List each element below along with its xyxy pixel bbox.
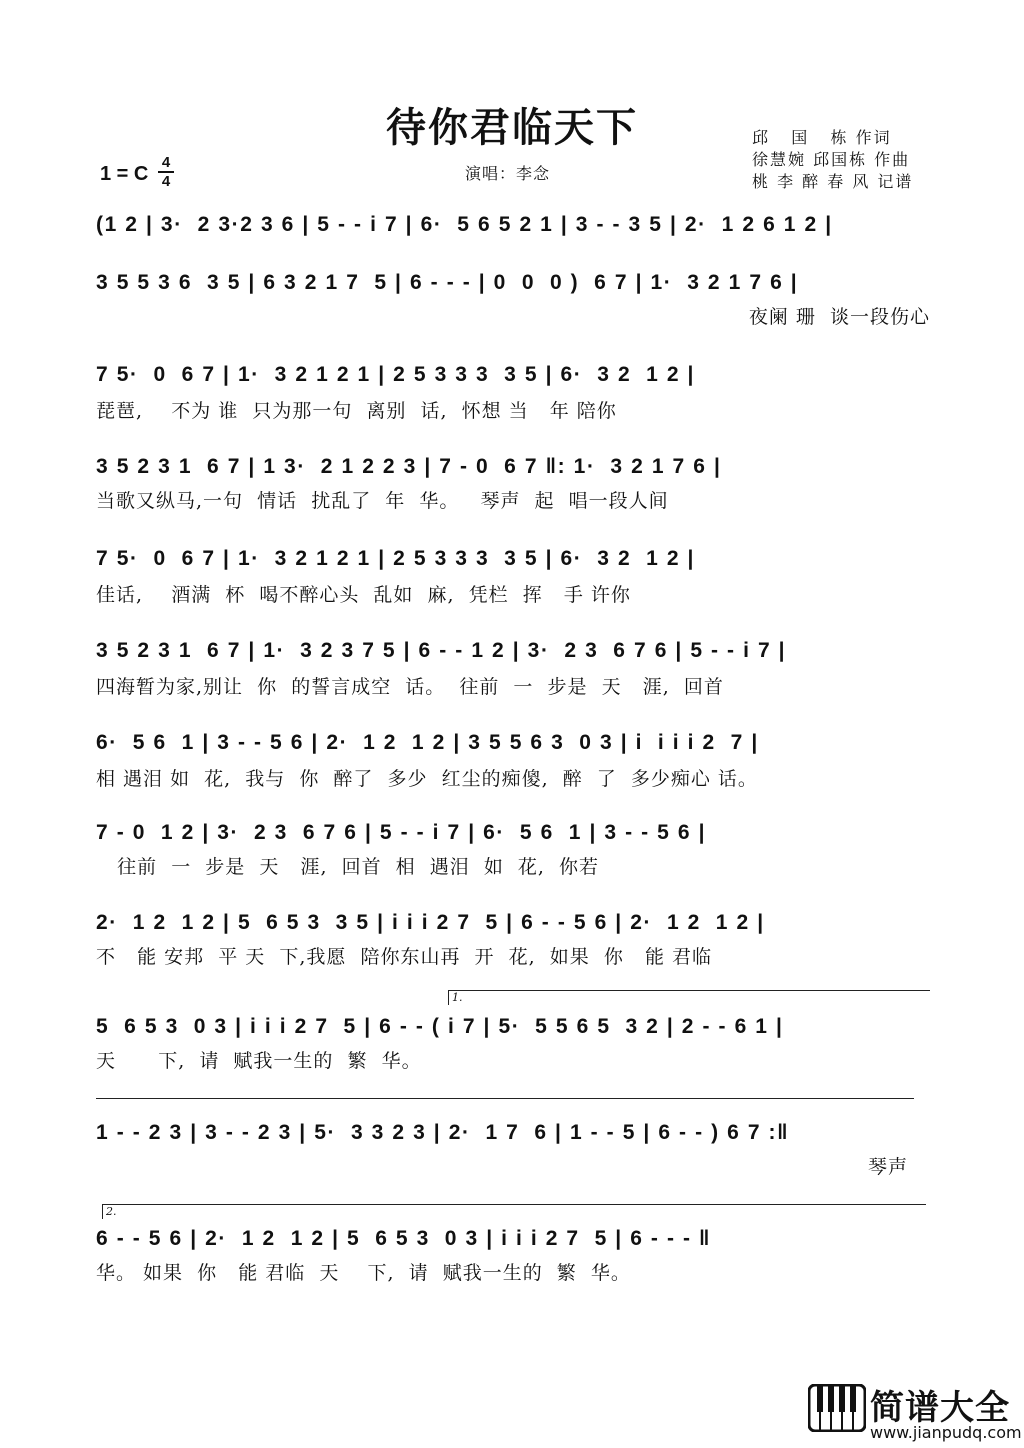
notes-line-7: 6· 5 6 1 | 3 - - 5 6 | 2· 1 2 1 2 | 3 5 5 6 3 0 3 | i i i i 2 7 | [96,731,759,754]
lyrics-line-10: 天 下, 请 赋我一生的 繁 华。 [96,1049,422,1072]
notes-line-10: 5 6 5 3 0 3 | i i i 2 7 5 | 6 - - ( i 7 | 5· 5 5 6 5 3 2 | 2 - - 6 1 | [96,1015,784,1038]
lyrics-line-9: 不 能 安邦 平 天 下,我愿 陪你东山再 开 花, 如果 你 能 君临 [96,945,712,968]
lyrics-line-3: 琵琶, 不为 谁 只为那一句 离别 话, 怀想 当 年 陪你 [96,399,617,422]
notes-line-3: 7 5· 0 6 7 | 1· 3 2 1 2 1 | 2 5 3 3 3 3 5 | 6· 3 2 1 2 | [96,363,696,386]
lyrics-line-5: 佳话, 酒满 杯 喝不醉心头 乱如 麻, 凭栏 挥 手 许你 [96,583,631,606]
volta-first-ending: 1. [448,990,930,1005]
composer-credit: 徐慧婉 邱国栋 作曲 [752,150,911,169]
notes-line-9: 2· 1 2 1 2 | 5 6 5 3 3 5 | i i i 2 7 5 | 6 - - 5 6 | 2· 1 2 1 2 | [96,911,765,934]
time-signature [156,155,176,189]
lyrics-line-12: 华。 如果 你 能 君临 天 下, 请 赋我一生的 繁 华。 [96,1261,631,1284]
time-signature-top: 4 [161,154,171,171]
notes-line-2: 3 5 5 3 6 3 5 | 6 3 2 1 7 5 | 6 - - - | 0 0 0 ) 6 7 | 1· 3 2 1 7 6 | [96,271,799,294]
piano-keys-icon [808,1384,866,1432]
notes-line-5: 7 5· 0 6 7 | 1· 3 2 1 2 1 | 2 5 3 3 3 3 5 | 6· 3 2 1 2 | [96,547,696,570]
time-signature-bottom: 4 [161,173,171,190]
song-title: 待你君临天下 [386,104,638,151]
singer-label: 演唱：李念 [465,164,551,183]
lyrics-line-4: 当歌又纵马,一句 情话 扰乱了 年 华。 琴声 起 唱一段人间 [96,489,669,512]
volta-second-ending: 2. [102,1204,926,1219]
lyrics-line-8: 往前 一 步是 天 涯, 回首 相 遇泪 如 花, 你若 [96,855,600,878]
transcriber-credit: 桃 李 醉 春 风 记谱 [752,172,914,191]
credits [752,127,913,193]
key-signature: 1 = C [100,163,149,185]
lyrics-line-6: 四海暂为家,别让 你 的誓言成空 话。 往前 一 步是 天 涯, 回首 [96,675,724,698]
notes-line-11: 1 - - 2 3 | 3 - - 2 3 | 5· 3 3 2 3 | 2· 1 7 6 | 1 - - 5 | 6 - - ) 6 7 :‖ [96,1121,790,1144]
logo-url-text: www.jianpudq.com [870,1423,1022,1442]
lyrics-line-11: 琴声 [867,1155,908,1178]
notes-line-1: (1 2 | 3· 2 3·2 3 6 | 5 - - i 7 | 6· 5 6 5 2 1 | 3 - - 3 5 | 2· 1 2 6 1 2 | [96,213,833,236]
site-logo[interactable] [808,1380,1022,1448]
lyricist-credit: 邱 国 栋 作词 [752,128,892,147]
notes-line-12: 6 - - 5 6 | 2· 1 2 1 2 | 5 6 5 3 0 3 | i i i 2 7 5 | 6 - - - ‖ [96,1227,712,1250]
lyrics-line-2: 夜阑 珊 谈一段伤心 [748,305,930,328]
logo-brand-text: 简谱大全 [870,1388,1010,1428]
notes-line-6: 3 5 2 3 1 6 7 | 1· 3 2 3 7 5 | 6 - - 1 2 | 3· 2 3 6 7 6 | 5 - - i 7 | [96,639,787,662]
notes-line-4: 3 5 2 3 1 6 7 | 1 3· 2 1 2 2 3 | 7 - 0 6 7 ‖: 1· 3 2 1 7 6 | [96,455,722,478]
lyrics-line-7: 相 遇泪 如 花, 我与 你 醉了 多少 红尘的痴傻, 醉 了 多少痴心 话。 [96,767,758,790]
notes-line-8: 7 - 0 1 2 | 3· 2 3 6 7 6 | 5 - - i 7 | 6· 5 6 1 | 3 - - 5 6 | [96,821,707,844]
volta-first-ending-continuation [96,1098,914,1099]
